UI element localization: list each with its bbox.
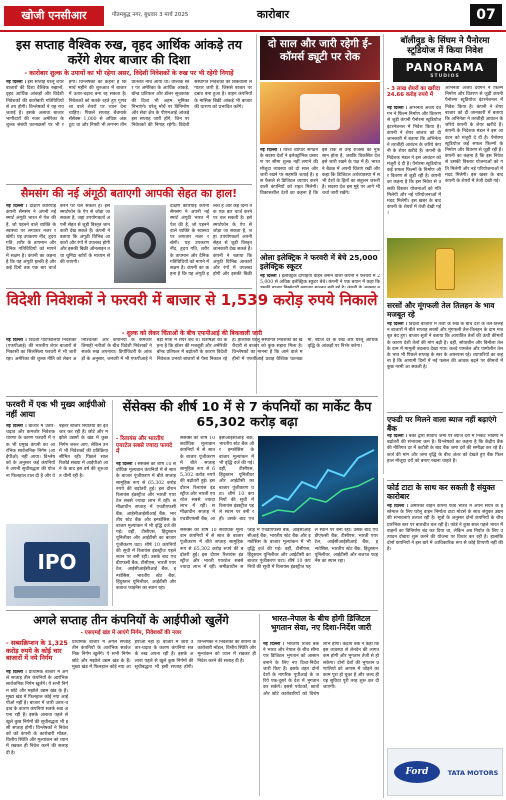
- body-text: अभिनेता अजय देवगन ने फिल्म निर्माण और वितरण से जुड़ी कंपनी पैनोरमा स्टूडियोज इंटरनेशनल में निवेश किया है। कंपनी ने शेयर बाजार को दी जानकारी में बताया कि अभिनेता ने तरजीही आवंटन के जरिये कंपनी के शेयर खरीदे हैं। कंपनी के निदेशक मंडल ने इस आवंटन को मंजूरी दे दी है। पैनोरमा स्टूडियोज कई सफल फिल्मों के निर्माण और वितरण से जुड़ी रही है। कंपनी का कहना है कि इस निवेश से उसकी विस्तार योजनाओं को गति मिलेगी और नई परियोजनाओं में मदद मिलेगी। इस खबर के बाद कंपनी के शेयरों में तेजी देखी गई।: [387, 106, 441, 217]
- story-divider: [6, 184, 252, 185]
- column-divider: [383, 478, 384, 798]
- body-text: अभिनेता अजय देवगन ने फिल्म निर्माण और वितरण से जुड़ी कंपनी पैनोरमा स्टूडियोज इंटरनेशनल में निवेश किया है। कंपनी ने शेयर बाजार को दी जानकारी में बताया कि अभिनेता ने तरजीही आवंटन के जरिये कंपनी के शेयर खरीदे हैं। कंपनी के निदेशक मंडल ने इस आवंटन को मंजूरी दे दी है। पैनोरमा स्टूडियोज कई सफल फिल्मों के निर्माण और वितरण से जुड़ी रही है। कंपनी का कहना है कि इस निवेश से उसकी विस्तार योजनाओं को गति मिलेगी और नई परियोजनाओं में मदद मिलेगी। इस खबर के बाद कंपनी के शेयरों में तेजी देखी गई।: [445, 86, 503, 185]
- article-body: [6, 338, 378, 392]
- byline: नई दिल्ली ।: [387, 106, 408, 111]
- byline: नई दिल्ली ।: [387, 322, 408, 327]
- body-text: सेंसेक्स की शीर्ष 10 सर्वाधिक मूल्यवान कंपनियों में से सात के बाजार पूंजीकरण में बीते सप्ताह सामूहिक रूप से 65,302 करोड़ रुपये की बढ़ोतरी हुई। इस दौरान रिलायंस इंडस्ट्रीज और भारती एयरटेल सबसे ज्यादा लाभ में रहीं। समीक्षाधीन सप्ताह में एचडीएफसी बैंक, आईसीआईसीआई बैंक, भारतीय स्टेट बैंक और इन्फोसिस के बाजार मूल्यांकन में भी वृद्धि दर्ज की गई। वहीं, टीसीएस, हिंदुस्तान यूनिलीवर और आईटीसी का बाजार पूंजीकरण घटा। शीर्ष 10 कंपनियों की सूची में रिलायंस इंडस्ट्रीज पहले स्थान पर बनी रही। उसके बाद एचडीएफसी बैंक, टीसीएस, भारती एयरटेल, आईसीआईसीआई बैंक, इन्फोसिस, भारतीय स्टेट बैंक, हिंदुस्तान यूनिलीवर, आईटीसी और बजाज फाइनेंस का स्थान रहा।: [116, 462, 176, 592]
- ford-logo: Ford: [394, 761, 440, 783]
- byline: नई दिल्ली ।: [260, 148, 282, 153]
- byline: नई दिल्ली ।: [387, 504, 408, 509]
- story-divider: [387, 480, 503, 481]
- body-text: दक्षिण कोरियाई कंपनी सैमसंग ने अपनी नई स्मार्ट अंगूठी भारत में पेश की है, जो पहनने वाले व्यक्ति के स्वास्थ्य पर लगातार नजर रखेगी। यह उपकरण नींद, हृदय गति, शरीर के तापमान और दैनिक गतिविधियों को मापने में सक्षम है। कंपनी का कहना है कि यह अंगूठी हल्की है और कई दिनों तक एक बार चार्ज करने पर चल सकती है। इसे स्मार्टफोन के ऐप से जोड़ा जा सकता है, जहां उपयोगकर्ता अपनी सेहत से जुड़ी विस्तृत जानकारी देख सकते हैं। कंपनी ने बताया कि अंगूठी विभिन्न आकारों और रंगों में उपलब्ध होगी और इसकी बिक्री: [170, 204, 252, 278]
- ring-icon: [124, 227, 156, 259]
- byline: नई दिल्ली ।: [6, 80, 26, 85]
- logo-text: PANORAMA: [405, 61, 485, 74]
- masthead: [0, 0, 506, 30]
- headline: विदेशी निवेशकों ने फरवरी में बाजार से 1,539 करोड़ रुपये निकाले: [6, 291, 378, 309]
- article-body: [387, 106, 441, 234]
- byline: नई दिल्ली ।: [260, 274, 281, 279]
- tata-logo: TATA MOTORS: [447, 769, 499, 777]
- body-text: अमेरिकी वाहन कंपनी फोर्ड भारत में अपने संयंत्र के इस्तेमाल के लिए घरेलू वाहन निर्माता टाटा मोटर्स के साथ संयुक्त उद्यम की संभावनाएं तलाश रही है। सूत्रों के अनुसार दोनों कंपनियों के बीच प्रारंभिक स्तर पर बातचीत चल रही है। फोर्ड ने कुछ साल पहले भारत में वाहनों का विनिर्माण बंद कर दिया था, लेकिन अब निर्यात के लिए उत्पादन दोबारा शुरू करने की योजना पर विचार कर रही है। हालांकि दोनों कंपनियों ने इस बारे में आधिकारिक रूप से कोई टिप्पणी नहीं की है।: [387, 504, 503, 553]
- logo-subtext: STUDIOS: [430, 74, 460, 79]
- smart-ring-photo: [114, 205, 166, 283]
- byline: नई दिल्ली ।: [387, 434, 408, 439]
- laptop-icon: [14, 586, 100, 598]
- panorama-logo: [393, 58, 497, 82]
- story-divider: [387, 412, 503, 413]
- headline: इस सप्ताह वैश्विक रुख, वृहद आर्थिक आंकड़े तय करेंगे शेयर बाजार की दिशा: [15, 37, 243, 67]
- headline: सैमसंग की नई अंगूठी बताएगी आपकी सेहत का हाल!: [20, 187, 238, 200]
- deck: - 3 लाख शेयरों का खरीदा 24.66 करोड़ रुपये में: [387, 86, 441, 99]
- headline: सरसों और मूंगफली तेल तिलहन के भाव मजबूत रहे: [387, 301, 495, 319]
- byline: नई दिल्ली ।: [6, 424, 27, 429]
- shopping-cart-icon: [300, 94, 340, 130]
- article-body: [387, 434, 503, 476]
- byline: नई दिल्ली ।: [6, 204, 28, 209]
- byline: नई दिल्ली ।: [263, 642, 285, 647]
- article-body: [6, 204, 110, 284]
- headline: दो साल और जारी रहेगी ई-कॉमर्स ड्यूटी पर रोक: [267, 38, 373, 64]
- story-divider: [260, 250, 380, 251]
- ecommerce-banner: [260, 36, 380, 80]
- headline: बॉलीवुड के सिंघम ने पैनोरमा स्टूडियोज में किया निवेश: [400, 36, 490, 57]
- body-text: दक्षिण कोरियाई कंपनी सैमसंग ने अपनी नई स्मार्ट अंगूठी भारत में पेश की है, जो पहनने वाले व्यक्ति के स्वास्थ्य पर लगातार नजर रखेगी। यह उपकरण नींद, हृदय गति, शरीर के तापमान और दैनिक गतिविधियों को मापने में सक्षम है। कंपनी का कहना है कि यह अंगूठी हल्की है और कई दिनों तक एक बार चार्ज करने पर चल सकती है। इसे स्मार्टफोन के ऐप से जोड़ा जा सकता है, जहां उपयोगकर्ता अपनी सेहत से जुड़ी विस्तृत जानकारी देख सकते हैं। कंपनी ने बताया कि अंगूठी विभिन्न आकारों और रंगों में उपलब्ध होगी और इसकी बिक्री ऑनलाइन तथा चुनिंदा स्टोरों के माध्यम से की जाएगी।: [6, 204, 110, 272]
- stock-chart-photo: [258, 436, 378, 524]
- article-body: [6, 670, 68, 796]
- article-body: [6, 424, 108, 522]
- body-text: प्राथमिक बाजार में अगले सप्ताह तीन कंपनियों के आरंभिक सार्वजनिक निर्गम खुलेंगे। ये सभी निर्गम छोटे और मझोले उद्यम खंड के हैं। मुख्य खंड में फिलहाल कोई नया आईपीओ नहीं है। बाजार में जारी उतार-चढ़ाव के कारण कंपनियां सतर्क रुख अपना रही हैं। इसके अलावा पहले से खुले कुछ निर्गमों की सूचीबद्धता भी इसी सप्ताह होगी। विश्लेषकों ने निवेशकों को कंपनी के कारोबारी मॉडल, वित्तीय स्थिति और मूल्यांकन को ध्यान में रखकर ही निवेश करने की सलाह दी है।: [72, 640, 256, 670]
- headline: भारत-नेपाल के बीच होगी डिजिटल भुगतान सेवा, नए दिशा-निर्देश जारी: [270, 614, 372, 633]
- body-text: विश्व व्यापार संगठन के सदस्य देशों ने इलेक्ट्रॉनिक प्रसारण पर सीमा शुल्क नहीं लगाने की मौजूदा व्यवस्था को दो साल और जारी रखने पर सहमति जताई है। इस फैसले से डिजिटल व्यापार करने वाली कंपनियों को राहत मिलेगी। विकासशील देशों का कहना है कि इस रोक से उन्हें राजस्व का नुकसान होता है, जबकि विकसित देश इसे जारी रखने के पक्ष में हैं। भारत ने बैठक में अपनी चिंताएं रखीं और कहा कि डिजिटल अर्थव्यवस्था में सभी देशों के हितों का संतुलन जरूरी है। सदस्य देश इस मुद्दे पर आगे भी चर्चा जारी रखेंगे।: [260, 148, 380, 197]
- deck: - शुल्क को लेकर चिंताओं के बीच एफपीआई की बिकवाली जारी: [121, 330, 263, 337]
- headline: एफडी पर मिलने वाला ब्याज नहीं बढ़ाएंगे बैंक: [387, 415, 497, 433]
- ecommerce-photo: [260, 82, 380, 144]
- article-body: [263, 642, 379, 796]
- body-text: इलेक्ट्रिक दोपहिया वाहन बनाने वाली कंपनी ने फरवरी में 25,000 से अधिक इलेक्ट्रिक स्कूटर बेचे। कंपनी ने एक बयान में कहा कि: [260, 274, 380, 286]
- article-body: [260, 148, 380, 248]
- oil-bottle-photo: [387, 238, 503, 298]
- deck: - एसएमई खंड में आएंगे निर्गम, निवेशकों की नजर: [80, 630, 182, 636]
- headline: फोर्ड टाटा के साथ कर सकती है संयुक्त कारोबार: [387, 483, 495, 501]
- column-divider: [112, 400, 113, 606]
- body-text: भारतीय रिजर्व बैंक ने भारत और नेपाल के बीच सीमा पार डिजिटल भुगतान को आसान बनाने के लिए नए दिशा-निर्देश जारी किए हैं। इसके तहत दोनों देशों के नागरिक यूपीआई के जरिये एक-दूसरे के देश में भुगतान कर सकेंगे। इससे पर्यटकों, छात्रों और छोटे कारोबारियों को विशेष लाभ होगा। केंद्रीय बैंक ने कहा कि इस व्यवस्था से लेनदेन की लागत कम होगी और भुगतान तेजी से हो सकेगा। दोनों देशों की भुगतान प्रणालियों को आपस में जोड़ने का काम पूरा हो चुका है और जल्द ही यह सुविधा पूरी तरह शुरू कर दी जाएगी।: [263, 642, 379, 697]
- story-divider: [6, 288, 252, 289]
- ipo-label: IPO: [24, 542, 90, 582]
- headline: सेंसेक्स की शीर्ष 10 में से 7 कंपनियों का मार्केट कैप 65,302 करोड़ बढ़ा: [122, 400, 372, 431]
- deck: - कारोबार शुल्क के उपायों का भी रहेगा असर, विदेशी निवेशकों के रुख पर भी रहेगी निगाहें: [24, 70, 234, 77]
- article-body-continued: [72, 640, 256, 796]
- headline: ओला इलेक्ट्रिक ने फरवरी में बेचे 25,000 इलेक्ट्रिक स्कूटर: [260, 253, 378, 271]
- article-body-continued: [170, 204, 252, 284]
- body-text: सेंसेक्स की शीर्ष 10 सर्वाधिक मूल्यवान कंपनियों में से सात के बाजार पूंजीकरण में बीते सप्ताह सामूहिक रूप से 65,302 करोड़ रुपये की बढ़ोतरी हुई। इस दौरान रिलायंस इंडस्ट्रीज और भारती एयरटेल सबसे ज्यादा लाभ में रहीं। समीक्षाधीन सप्ताह में एचडीएफसी बैंक, आईसीआईसीआई बैंक, भारतीय स्टेट बैंक और इन्फोसिस के बाजार मूल्यांकन में भी वृद्धि दर्ज की गई। वहीं, टीसीएस, हिंदुस्तान यूनिलीवर और आईटीसी का बाजार पूंजीकरण घटा। शीर्ष 10 कंपनियों की सूची में रिलायंस इंडस्ट्रीज पहले स्थान पर बनी रही। उसके बाद एच: [180, 436, 254, 522]
- body-text: सेंसेक्स की शीर्ष 10 सर्वाधिक मूल्यवान कंपनियों में से सात के बाजार पूंजीकरण में बीते सप्ताह सामूहिक रूप से 65,302 करोड़ रुपये की बढ़ोतरी हुई। इस दौरान रिलायंस इंडस्ट्रीज और भारती एयरटेल सबसे ज्यादा लाभ में रहीं। समीक्षाधीन सप्ताह में एचडीएफसी बैंक, आईसीआईसीआई बैंक, भारतीय स्टेट बैंक और इन्फोसिस के बाजार मूल्यांकन में भी वृद्धि दर्ज की गई। वहीं, टीसीएस, हिंदुस्तान यूनिलीवर और आईटीसी का बाजार पूंजीकरण घटा। शीर्ष 10 कंपनियों की सूची में रिलायंस इंडस्ट्रीज पहले स्थान पर बनी रही। उसके बाद एचडीएफसी बैंक, टीसीएस, भारती एयरटेल, आईसीआईसीआई बैंक, इन्फोसिस, भारतीय स्टेट बैंक, हिंदुस्तान यूनिलीवर, आईटीसी और बजाज फाइनेंस का स्थान रहा।: [180, 528, 378, 571]
- headline: अगले सप्ताह तीन कंपनियों के आईपीओ खुलेंगे: [33, 613, 229, 627]
- deck: - रिलायंस और भारतीय एयरटेल सबसे ज्यादा फायदे में: [116, 436, 173, 456]
- body-text: बाजार में उतार-चढ़ाव और कमजोर निवेशक धारणा के कारण फरवरी में एक भी प्रमुख कंपनी का आरंभिक सार्वजनिक निर्गम (आईपीओ) नहीं आया। विश्लेषकों के अनुसार कई कंपनियों ने अपनी सूचीबद्धता की योजना फिलहाल टाल दी है और वे बेहतर बाजार स्थितियों का इंतजार कर रही हैं। छोटे और मझोले उद्यमों के खंड में कुछ निर्गम जरूर आए, लेकिन उनमें भी निवेशकों की प्रतिक्रिया सीमित रही। पिछले साल रिकॉर्ड संख्या में आईपीओ आने के बाद इस वर्ष की शुरुआत धीमी रही है।: [6, 424, 108, 479]
- section-title: कारोबार: [256, 8, 290, 21]
- article-body: [116, 462, 176, 604]
- story-divider: [6, 610, 378, 611]
- headline: फरवरी में एक भी मुख्य आईपीओ नहीं आया: [6, 399, 106, 419]
- article-body: [387, 504, 503, 744]
- byline: नई दिल्ली ।: [6, 670, 27, 675]
- column-divider: [383, 34, 384, 474]
- masthead-rule: [0, 30, 506, 32]
- byline: नई दिल्ली ।: [116, 462, 136, 467]
- page-number: 07: [470, 4, 502, 26]
- byline: नई दिल्ली ।: [6, 338, 27, 343]
- article-body-continued: [445, 86, 503, 234]
- side-title: - सब्सक्रिप्शन के 1,325 करोड़ रुपये के कोई चार बाजारों में नये निर्गम: [6, 639, 68, 663]
- article-body: [387, 322, 503, 408]
- body-text: इस सप्ताह घरेलू शेयर बाजारों की दिशा वैश्विक रुझानों, वृहद आर्थिक आंकड़ों और विदेशी निवेशकों की कारोबारी गतिविधियों से तय होगी। विश्लेषकों ने यह राय जताई है। इसके अलावा बाजार भागीदारों की नजर अमेरिका के शुल्क संबंधी घटनाक्रमों पर भी रहेगी। विश्लेषकों का कहना है कि मार्च महीने की शुरुआत में बाजार में उतार-चढ़ाव बना रह सकता है। निवेशकों को सतर्क रहते हुए गुणवत्ता वाले शेयरों पर ध्यान देना चाहिए। पिछले सप्ताह बेंचमार्क सेंसेक्स 1,000 से अधिक अंक टूटा था और निफ्टी भी लगभग तीन प्रतिशत नीचे आया था। वैश्विक स्तर पर अमेरिका के आर्थिक आंकड़े, बॉन्ड प्रतिफल और डॉलर सूचकांक की दिशा भी अहम भूमिका निभाएंगे। घरेलू मोर्चे पर विनिर्माण और सेवा क्षेत्र के पीएमआई आंकड़े इस सप्ताह जारी होंगे, जिन पर निवेशकों की निगाह रहेगी। विदेशी संस्थागत निवेशकों की बिकवाली लगातार जारी है, जिससे बाजार पर दबाव बना हुआ है। वाहन कंपनियों के मासिक बिक्री आंकड़े भी बाजार की धारणा को प्रभावित करेंगे।: [6, 80, 252, 129]
- body-text: विदेशी बाजारों में तेजी के रुख के बीच देश के तेल-तिलहन बाजारों में बीते सप्ताह सरसों और मूंगफली तेल-तिलहन के दाम मजबूत बंद हुए। बाजार सूत्रों ने बताया कि आयातित तेलों की ऊंची कीमतों के कारण देशी तेलों की मांग बढ़ी है। वहीं, सोयाबीन और बिनौला तेल के दाम में मामूली बदलाव देखा गया। कच्चे पामतेल और पामोलीन तेल के भाव भी पिछले सप्ताह के स्तर के आसपास रहे। व्यापारियों का कहना है कि आगामी दिनों में नई फसल की आवक बढ़ने पर कीमतों में कुछ नरमी आ सकती है।: [387, 322, 503, 371]
- oil-bottle-icon: [435, 248, 455, 290]
- body-text: विदेशी पोर्टफोलियो निवेशकों (एफपीआई) की भारतीय शेयर बाजारों से निकासी का सिलसिला फरवरी में भी जारी रहा। अमेरिका की शुल्क नीति को लेकर अनिश्चितता और कंपनियों के कमजोर तिमाही नतीजों के बीच विदेशी निवेशकों ने सतर्क रुख अपनाया। डिपॉजिटरी के आंकड़ों के अनुसार, जनवरी में भी एफपीआई ने बड़ी मात्रा में शेयर बेचे थे। विशेषज्ञों का कहना है कि डॉलर की मजबूती और अमेरिकी बॉन्ड प्रतिफल में बढ़ोतरी के कारण विदेशी निवेशक उभरते बाजारों से पैसा निकाल रहे हैं। हालांकि घरेलू संस्थागत निवेशकों की खरीदारी से बाजार को कुछ सहारा मिला है। विश्लेषकों का मानना है कि आने वाले महीनों में एफपीआई प्रवाह वैश्विक घटनाक्रमों, ब्याज दर के रुख और घरेलू आर्थिक वृद्धि के आंकड़ों पर निर्भर करेगा।: [6, 338, 378, 362]
- column-divider: [259, 614, 260, 796]
- story-divider: [6, 396, 378, 397]
- article-body-continued: [180, 436, 254, 524]
- article-body: [6, 80, 252, 180]
- newspaper-logo: खोजी एनसीआर: [4, 6, 104, 26]
- stock-graph-icon: [258, 436, 378, 524]
- body-text: प्राथमिक बाजार में अगले सप्ताह तीन कंपनियों के आरंभिक सार्वजनिक निर्गम खुलेंगे। ये सभी निर्गम छोटे और मझोले उद्यम खंड के हैं। मुख्य खंड में फिलहाल कोई नया आईपीओ नहीं है। बाजार में जारी उतार-चढ़ाव के कारण कंपनियां सतर्क रुख अपना रही हैं। इसके अलावा पहले से खुले कुछ निर्गमों की सूचीबद्धता भी इसी सप्ताह होगी। विश्लेषकों ने निवेशकों को कंपनी के कारोबारी मॉडल, वित्तीय स्थिति और मूल्यांकन को ध्यान में रखकर ही निवेश करने की सलाह दी है।: [6, 670, 68, 756]
- article-body: [260, 274, 380, 288]
- dateline: गौतमबुद्ध नगर, बुधवार 3 मार्च 2025: [112, 12, 189, 18]
- ford-tata-logos: [387, 748, 503, 796]
- body-text: बैंकों द्वारा सावधि जमा पर ब्याज दरों में निकट भविष्य में बढ़ोतरी की संभावना कम है। विश्लेषकों का कहना है कि केंद्रीय बैंक की नीतिगत दर में कटौती के बाद बैंक जमा दरों की समीक्षा कर रहे हैं। कर्ज की मांग और जमा वृद्धि के बीच अंतर को देखते हुए बैंक फिलहाल मौजूदा दरों को बनाए रखना चाहते हैं।: [387, 434, 503, 464]
- ipo-photo: [6, 524, 108, 606]
- article-body-continued: [180, 528, 378, 604]
